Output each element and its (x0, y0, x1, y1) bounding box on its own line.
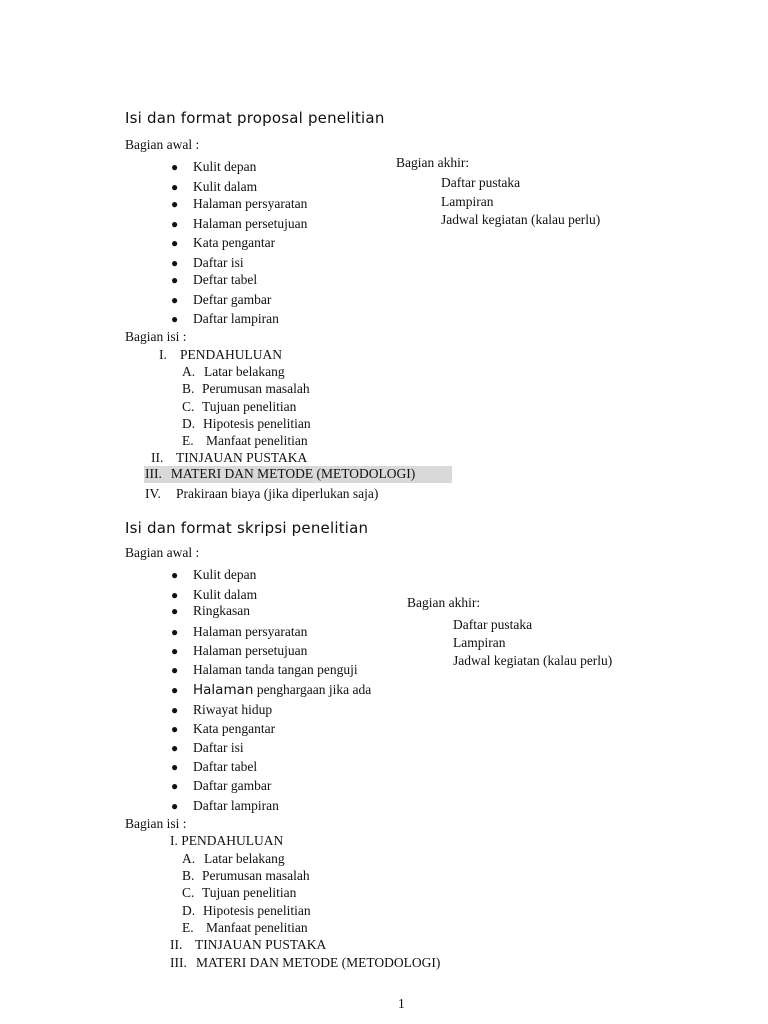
bullet-icon: ● (171, 722, 179, 736)
list-item: ● Halaman penghargaan jika ada (171, 682, 372, 698)
bullet-icon: ● (171, 160, 179, 174)
list-item: ● Daftar tabel (171, 759, 258, 774)
list-item: ● Riwayat hidup (171, 702, 273, 717)
bullet-icon: ● (171, 256, 179, 270)
list-item: ● Kulit dalam (171, 179, 258, 194)
list-item: ● Daftar lampiran (171, 311, 279, 326)
list-item: ● Daftar isi (171, 255, 244, 270)
sub-letter: B. (182, 381, 195, 396)
chapter-number: I. (159, 347, 167, 362)
bullet-icon: ● (171, 568, 179, 582)
bullet-icon: ● (171, 217, 179, 231)
bullet-icon: ● (171, 236, 179, 250)
proposal-awal-label: Bagian awal : (125, 137, 200, 152)
list-item: Lampiran (441, 194, 494, 209)
sub-letter: A. (182, 851, 196, 866)
chapter-number: II. (170, 937, 183, 952)
chapter-title: TINJAUAN PUSTAKA (195, 937, 327, 952)
sub-letter: C. (182, 399, 195, 414)
bullet-icon: ● (171, 703, 179, 717)
sub-letter: D. (182, 416, 196, 431)
sub-item: Latar belakang (204, 851, 285, 866)
bullet-icon: ● (171, 604, 179, 618)
sub-letter: B. (182, 868, 195, 883)
list-item: ● Deftar gambar (171, 292, 272, 307)
chapter-number: II. (151, 450, 164, 465)
sub-item: Tujuan penelitian (202, 399, 297, 414)
list-item: ● Kata pengantar (171, 721, 276, 736)
list-item: ● Daftar lampiran (171, 798, 279, 813)
bullet-icon: ● (171, 588, 179, 602)
sub-item: Manfaat penelitian (206, 433, 308, 448)
list-item: ● Kulit depan (171, 567, 257, 582)
skripsi-awal-label: Bagian awal : (125, 545, 200, 560)
list-item: Jadwal kegiatan (kalau perlu) (453, 653, 613, 668)
chapter-number: III. (170, 955, 187, 970)
proposal-isi-label: Bagian isi : (125, 329, 187, 344)
bullet-icon: ● (171, 180, 179, 194)
sub-item: Latar belakang (204, 364, 285, 379)
bullet-icon: ● (171, 197, 179, 211)
list-item: ● Kulit dalam (171, 587, 258, 602)
sub-item: Perumusan masalah (202, 381, 310, 396)
list-item: Daftar pustaka (453, 617, 533, 632)
list-item: ● Kulit depan (171, 159, 257, 174)
sub-letter: E. (182, 920, 194, 935)
bullet-icon: ● (171, 625, 179, 639)
sub-letter: E. (182, 433, 194, 448)
bullet-icon: ● (171, 779, 179, 793)
bullet-icon: ● (171, 683, 179, 697)
skripsi-title: Isi dan format skripsi penelitian (125, 519, 369, 537)
bullet-icon: ● (171, 741, 179, 755)
skripsi-isi-label: Bagian isi : (125, 816, 187, 831)
sub-letter: A. (182, 364, 196, 379)
list-item: ● Deftar tabel (171, 272, 258, 287)
proposal-akhir-label: Bagian akhir: (396, 155, 470, 170)
list-item: ● Halaman tanda tangan penguji (171, 662, 358, 677)
bullet-icon: ● (171, 273, 179, 287)
skripsi-akhir-label: Bagian akhir: (407, 595, 481, 610)
list-item: ● Halaman persetujuan (171, 643, 308, 658)
sub-item: Tujuan penelitian (202, 885, 297, 900)
chapter-title: MATERI DAN METODE (METODOLOGI) (196, 955, 441, 970)
chapter-title: I. PENDAHULUAN (170, 833, 284, 848)
chapter-title: Prakiraan biaya (jika diperlukan saja) (176, 486, 379, 501)
bullet-icon: ● (171, 760, 179, 774)
list-item: ● Kata pengantar (171, 235, 276, 250)
proposal-title: Isi dan format proposal penelitian (125, 109, 385, 127)
bullet-icon: ● (171, 799, 179, 813)
chapter-number: III. (145, 466, 162, 481)
sub-letter: C. (182, 885, 195, 900)
highlighted-chapter (144, 466, 452, 483)
bullet-icon: ● (171, 293, 179, 307)
list-item: ● Daftar gambar (171, 778, 272, 793)
list-item: ● Ringkasan (171, 603, 250, 618)
list-item: ● Daftar isi (171, 740, 244, 755)
list-item: Jadwal kegiatan (kalau perlu) (441, 212, 601, 227)
list-item: Daftar pustaka (441, 175, 521, 190)
list-item: ● Halaman persetujuan (171, 216, 308, 231)
sub-letter: D. (182, 903, 196, 918)
bullet-icon: ● (171, 663, 179, 677)
chapter-title: MATERI DAN METODE (METODOLOGI) (170, 466, 416, 481)
chapter-title: PENDAHULUAN (180, 347, 282, 362)
sub-item: Hipotesis penelitian (203, 416, 311, 431)
list-item: ● Halaman persyaratan (171, 196, 308, 211)
sub-item: Hipotesis penelitian (203, 903, 311, 918)
chapter-number: IV. (145, 486, 161, 501)
sub-item: Perumusan masalah (202, 868, 310, 883)
sub-item: Manfaat penelitian (206, 920, 308, 935)
list-item: ● Halaman persyaratan (171, 624, 308, 639)
chapter-title: TINJAUAN PUSTAKA (176, 450, 308, 465)
page-number: 1 (398, 996, 405, 1011)
bullet-icon: ● (171, 312, 179, 326)
list-item: Lampiran (453, 635, 506, 650)
bullet-icon: ● (171, 644, 179, 658)
